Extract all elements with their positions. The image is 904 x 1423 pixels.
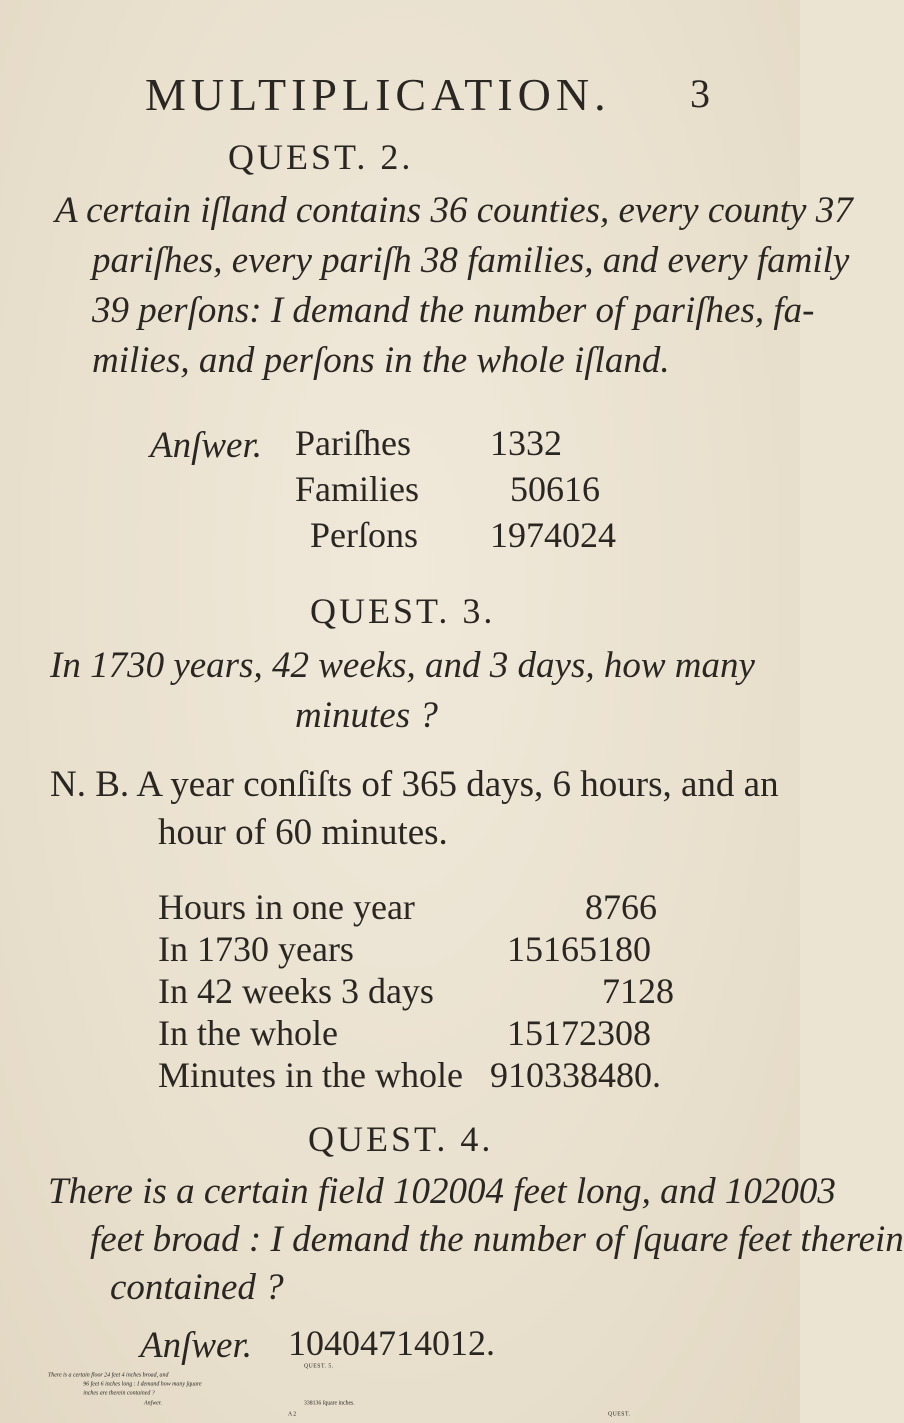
quest-5-line-2: 96 feet 6 inches long : I demand how many ſquare (83, 1380, 202, 1387)
calc-row-label: Minutes in the whole (158, 1055, 463, 1095)
quest-3-line-1: In 1730 years, 42 weeks, and 3 days, how many (50, 645, 755, 686)
answer-value-persons: 1974024 (490, 515, 616, 555)
quest-4-line-1: There is a certain field 102004 feet long, and 102003 (48, 1171, 836, 1212)
answer-label-parishes: Pariſhes (295, 423, 411, 463)
calc-row-label: In 1730 years (158, 929, 354, 969)
quest-2-answer-label: Anſwer. (150, 425, 263, 466)
quest-5-line-3: inches are therein contained ? (83, 1389, 155, 1396)
calc-row-label: In 42 weeks 3 days (158, 971, 434, 1011)
page-number: 3 (690, 71, 710, 116)
catchword: QUEST. (608, 1410, 631, 1417)
answer-label-families: Families (295, 469, 419, 509)
quest-4-line-2: feet broad : I demand the number of ſquare feet therein (90, 1219, 904, 1260)
quest-4-answer-label: Anſwer. (140, 1325, 253, 1366)
calc-row-label: In the whole (158, 1013, 338, 1053)
quest-5-block (0, 1362, 800, 1422)
calc-row-value: 7128 (602, 971, 674, 1011)
quest-4-answer-value: 10404714012. (288, 1323, 495, 1363)
quest-2-line-4: milies, and perſons in the whole iſland. (92, 340, 670, 381)
quest-5-line-1: There is a certain floor 24 feet 4 inches broad, and (48, 1371, 169, 1379)
quest-5-answer-label: Anſwer. (144, 1399, 162, 1407)
calc-row-value: 15172308 (507, 1013, 651, 1053)
nota-bene-line-2: hour of 60 minutes. (158, 812, 448, 853)
calc-row-label: Hours in one year (158, 887, 415, 927)
running-head: MULTIPLICATION. (145, 69, 611, 120)
quest-3-heading: QUEST. 3. (310, 591, 496, 631)
quest-2-line-1: A certain iſland contains 36 counties, every county 37 (55, 190, 853, 231)
calc-row-value: 910338480. (490, 1055, 661, 1095)
quest-5-answer-value: 338136 ſquare inches. (304, 1399, 355, 1406)
signature-mark: A 2 (288, 1410, 297, 1417)
answer-value-parishes: 1332 (490, 423, 562, 463)
nota-bene-line-1: N. B. A year conſiſts of 365 days, 6 hours, and an (50, 764, 779, 805)
quest-3-line-2: minutes ? (295, 695, 438, 736)
quest-2-line-2: pariſhes, every pariſh 38 families, and every family (92, 240, 850, 281)
answer-label-persons: Perſons (310, 515, 418, 555)
quest-5-heading: QUEST. 5. (304, 1362, 334, 1369)
quest-4-line-3: contained ? (110, 1267, 284, 1308)
quest-2-line-3: 39 perſons: I demand the number of pariſhes, fa- (92, 290, 815, 331)
quest-4-heading: QUEST. 4. (308, 1119, 494, 1159)
answer-value-families: 50616 (510, 469, 600, 509)
quest-2-heading: QUEST. 2. (228, 137, 414, 177)
calc-row-value: 8766 (585, 887, 657, 927)
calc-row-value: 15165180 (507, 929, 651, 969)
